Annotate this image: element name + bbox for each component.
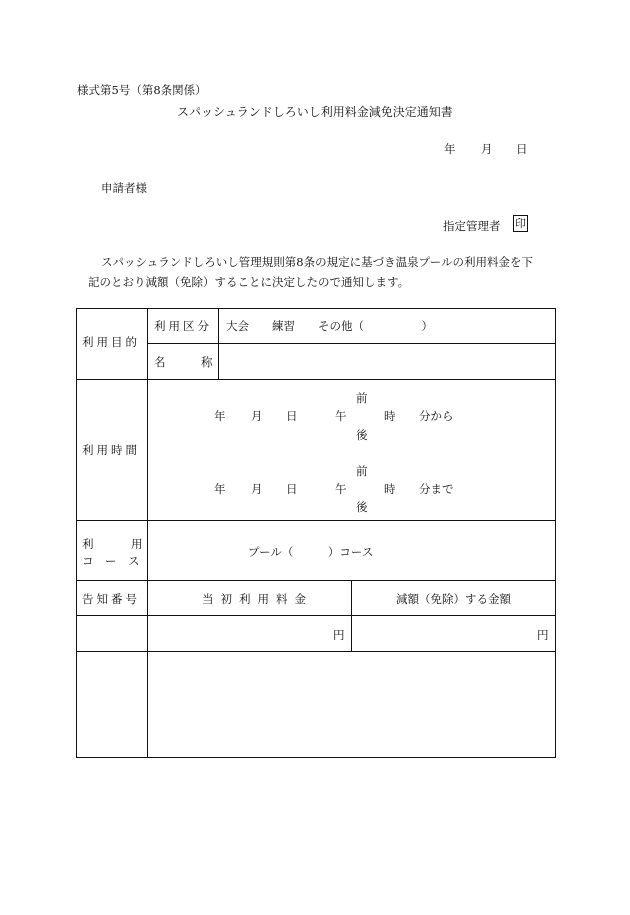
table-line [76,651,556,652]
designated-manager: 指定管理者 [443,219,501,233]
time-from-hour: 時 [384,409,396,423]
date-month-label: 月 [481,142,493,156]
time-to-pm: 後 [356,500,368,514]
table-border-bottom [76,757,556,758]
name-label-part-1: 名 [154,355,166,369]
time-to-year: 年 [214,482,226,496]
course-value: プール（ ）コース [248,545,374,559]
table-line [76,520,556,521]
course-label-bottom: コ ー ス [82,554,140,568]
table-border-top [76,308,556,309]
table-line [76,580,556,581]
notice-number-label: 告知番号 [82,592,140,606]
table-line [76,615,556,616]
initial-fee-label: 当初利用料金 [202,592,313,606]
date-year-label: 年 [444,142,456,156]
body-text-line-2: 記のとおり減額（免除）することに決定したので通知します。 [88,275,410,289]
name-label-part-2: 称 [201,355,213,369]
time-to-month: 月 [251,482,263,496]
time-to-minute: 分まで [419,482,454,496]
time-from-day: 日 [286,409,298,423]
addressee: 申請者様 [101,181,147,195]
form-number: 様式第5号（第8条関係） [77,83,207,97]
reduction-amount-label: 減額（免除）する金額 [396,592,511,606]
purpose-label: 利用目的 [82,335,140,349]
time-from-year: 年 [214,409,226,423]
table-line [351,580,352,652]
date-day-label: 日 [516,142,528,156]
reduction-amount-yen: 円 [537,628,549,642]
course-label-part-2: 用 [131,537,143,551]
time-label: 利用時間 [82,443,140,457]
time-to-hour: 時 [384,482,396,496]
table-border-right [555,308,556,758]
time-to-am: 前 [356,464,368,478]
document-title: スパッシュランドしろいし利用料金減免決定通知書 [177,105,453,119]
time-from-pm: 後 [356,428,368,442]
course-label-part-1: 利 [82,537,94,551]
category-value: 大会 練習 その他（ ） [226,319,433,333]
category-label: 利用区分 [154,319,212,333]
table-border-left [76,308,77,758]
time-from-noon: 午 [335,409,347,423]
time-from-month: 月 [251,409,263,423]
time-to-day: 日 [286,482,298,496]
table-line [147,308,148,758]
time-from-minute: 分から [419,409,454,423]
table-line [147,343,556,344]
seal-stamp: 印 [515,217,526,230]
table-line [76,379,556,380]
time-to-noon: 午 [335,482,347,496]
table-line [218,308,219,380]
time-from-am: 前 [356,391,368,405]
initial-fee-yen: 円 [333,628,345,642]
body-text-line-1: スパッシュランドしろいし管理規則第8条の規定に基づき温泉プールの利用料金を下 [101,255,534,269]
